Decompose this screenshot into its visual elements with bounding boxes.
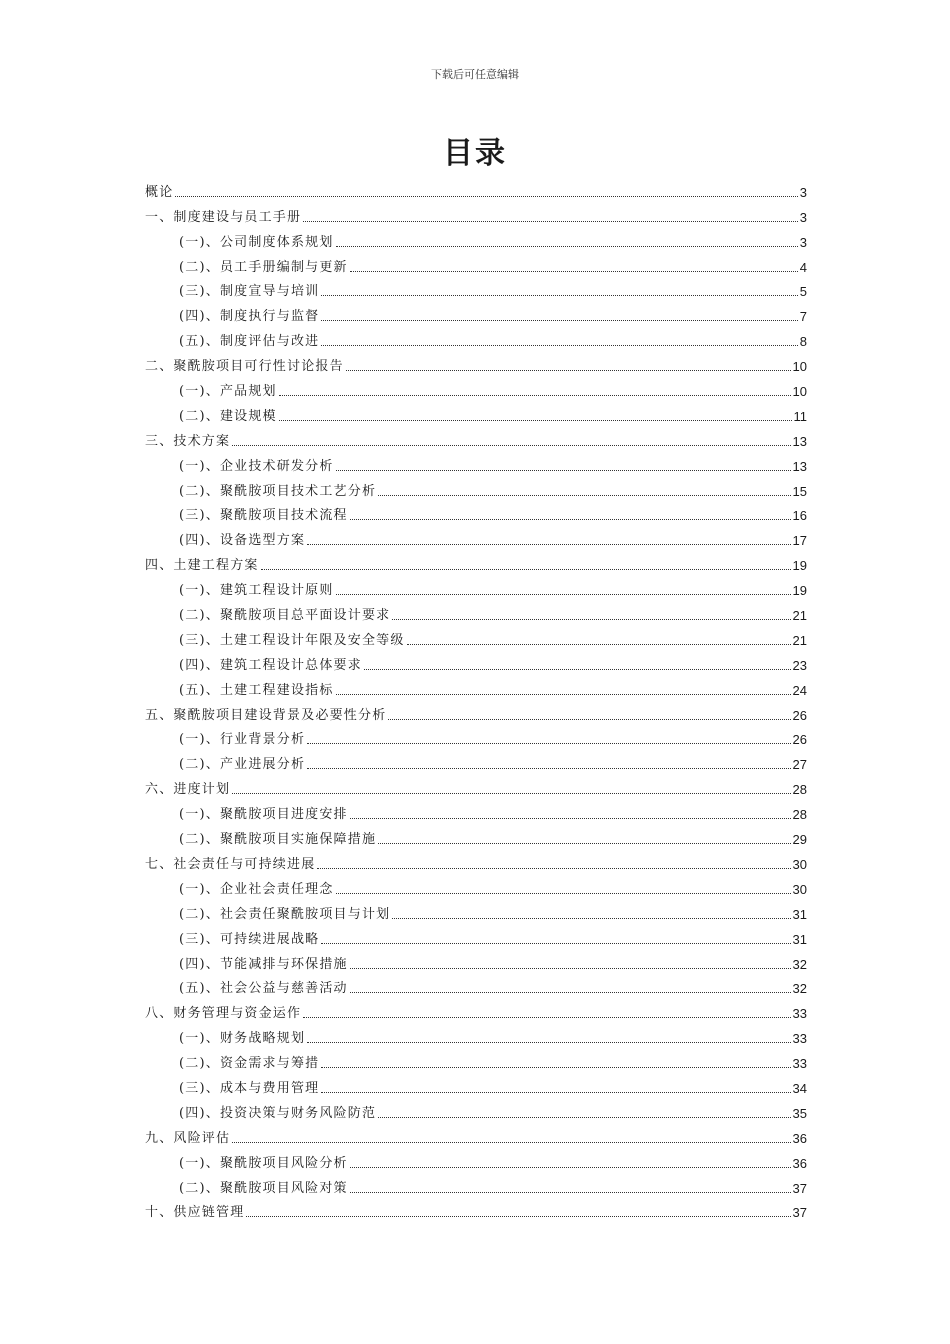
toc-entry-label: (三)、土建工程设计年限及安全等级 xyxy=(179,632,405,648)
toc-entry-page: 15 xyxy=(792,483,807,499)
toc-entry-label: (三)、聚酰胺项目技术流程 xyxy=(179,508,348,524)
toc-entry-page: 37 xyxy=(792,1180,807,1196)
toc-entry[interactable] xyxy=(145,773,807,798)
toc-leader-dots xyxy=(350,1191,791,1193)
toc-entry[interactable] xyxy=(145,1147,807,1172)
toc-entry-page: 36 xyxy=(792,1130,807,1146)
toc-entry-page: 28 xyxy=(792,807,807,823)
toc-entry-page: 30 xyxy=(792,856,807,872)
toc-entry-label: (二)、建设规模 xyxy=(179,408,277,424)
toc-entry[interactable] xyxy=(145,425,807,450)
toc-leader-dots xyxy=(350,817,791,819)
toc-entry-label: (一)、聚酰胺项目进度安排 xyxy=(179,807,348,823)
toc-leader-dots xyxy=(232,444,790,446)
toc-leader-dots xyxy=(175,195,797,197)
toc-leader-dots xyxy=(350,518,791,520)
toc-entry[interactable] xyxy=(145,948,807,973)
toc-entry-label: (四)、节能减排与环保措施 xyxy=(179,956,348,972)
toc-entry-label: 九、风险评估 xyxy=(145,1130,231,1146)
toc-entry-label: (五)、制度评估与改进 xyxy=(179,334,320,350)
page-header: 下载后可任意编辑 xyxy=(431,68,519,81)
toc-entry-label: (三)、成本与费用管理 xyxy=(179,1080,320,1096)
toc-leader-dots xyxy=(303,220,798,222)
toc-entry-label: (一)、企业技术研发分析 xyxy=(179,458,334,474)
toc-entry-page: 33 xyxy=(792,1031,807,1047)
toc-entry[interactable] xyxy=(145,226,807,251)
toc-entry-label: (一)、聚酰胺项目风险分析 xyxy=(179,1155,348,1171)
toc-leader-dots xyxy=(303,1016,790,1018)
toc-entry-page: 3 xyxy=(799,234,807,250)
toc-entry[interactable] xyxy=(145,1072,807,1097)
toc-entry-label: (二)、员工手册编制与更新 xyxy=(179,259,348,275)
toc-entry-label: 八、财务管理与资金运作 xyxy=(145,1006,302,1022)
toc-entry-page: 3 xyxy=(799,184,807,200)
toc-entry-label: (五)、社会公益与慈善活动 xyxy=(179,981,348,997)
toc-entry-page: 24 xyxy=(792,682,807,698)
toc-entry-page: 5 xyxy=(799,284,807,300)
toc-entry-page: 34 xyxy=(792,1080,807,1096)
toc-entry[interactable] xyxy=(145,400,807,425)
toc-entry-label: 概论 xyxy=(145,184,174,200)
toc-leader-dots xyxy=(321,294,797,296)
toc-leader-dots xyxy=(321,1066,790,1068)
toc-entry-page: 26 xyxy=(792,707,807,723)
toc-entry-page: 11 xyxy=(793,408,807,424)
toc-entry-label: 六、进度计划 xyxy=(145,782,231,798)
toc-leader-dots xyxy=(321,319,797,321)
toc-entry[interactable] xyxy=(145,524,807,549)
toc-leader-dots xyxy=(246,1215,790,1217)
toc-entry-page: 16 xyxy=(792,508,807,524)
toc-leader-dots xyxy=(232,792,790,794)
toc-entry-page: 21 xyxy=(792,608,807,624)
toc-entry[interactable] xyxy=(145,325,807,350)
toc-leader-dots xyxy=(392,618,790,620)
toc-leader-dots xyxy=(407,643,791,645)
toc-entry[interactable] xyxy=(145,699,807,724)
toc-entry-label: (二)、聚酰胺项目总平面设计要求 xyxy=(179,608,391,624)
toc-entry-label: (二)、资金需求与筹措 xyxy=(179,1056,320,1072)
toc-leader-dots xyxy=(346,369,791,371)
toc-entry-label: 五、聚酰胺项目建设背景及必要性分析 xyxy=(145,707,387,723)
toc-entry[interactable] xyxy=(145,997,807,1022)
toc-entry-label: (四)、设备选型方案 xyxy=(179,533,306,549)
toc-entry-page: 33 xyxy=(792,1006,807,1022)
toc-entry[interactable] xyxy=(145,624,807,649)
toc-leader-dots xyxy=(321,344,797,346)
toc-entry-page: 7 xyxy=(799,309,807,325)
toc-entry-label: (四)、建筑工程设计总体要求 xyxy=(179,657,362,673)
toc-entry-page: 23 xyxy=(792,657,807,673)
toc-entry-page: 32 xyxy=(792,981,807,997)
toc-leader-dots xyxy=(279,394,791,396)
toc-entry-label: 二、聚酰胺项目可行性讨论报告 xyxy=(145,359,344,375)
toc-entry-page: 17 xyxy=(792,533,807,549)
toc-entry[interactable] xyxy=(145,176,807,201)
toc-leader-dots xyxy=(350,967,791,969)
toc-leader-dots xyxy=(321,1091,790,1093)
toc-entry[interactable] xyxy=(145,873,807,898)
toc-entry[interactable] xyxy=(145,574,807,599)
toc-entry[interactable] xyxy=(145,450,807,475)
toc-entry-page: 19 xyxy=(792,583,807,599)
toc-entry-page: 36 xyxy=(792,1155,807,1171)
toc-leader-dots xyxy=(350,1166,791,1168)
toc-entry[interactable] xyxy=(145,1097,807,1122)
toc-entry-label: (三)、可持续进展战略 xyxy=(179,931,320,947)
toc-leader-dots xyxy=(350,991,791,993)
toc-entry[interactable] xyxy=(145,674,807,699)
toc-entry[interactable] xyxy=(145,823,807,848)
toc-entry-page: 30 xyxy=(792,881,807,897)
toc-entry-label: 四、土建工程方案 xyxy=(145,558,259,574)
toc-leader-dots xyxy=(336,593,791,595)
toc-entry-label: (一)、公司制度体系规划 xyxy=(179,234,334,250)
toc-leader-dots xyxy=(307,1041,790,1043)
toc-entry-label: (二)、聚酰胺项目风险对策 xyxy=(179,1180,348,1196)
toc-entry[interactable] xyxy=(145,201,807,226)
toc-entry[interactable] xyxy=(145,649,807,674)
toc-entry-page: 33 xyxy=(792,1056,807,1072)
toc-leader-dots xyxy=(321,942,790,944)
toc-entry[interactable] xyxy=(145,375,807,400)
toc-entry-page: 31 xyxy=(792,906,807,922)
toc-leader-dots xyxy=(378,1116,790,1118)
toc-entry-page: 31 xyxy=(792,931,807,947)
toc-leader-dots xyxy=(232,1141,790,1143)
toc-entry[interactable] xyxy=(145,599,807,624)
toc-entry-page: 35 xyxy=(792,1105,807,1121)
toc-entry-page: 13 xyxy=(792,458,807,474)
toc-entry[interactable] xyxy=(145,251,807,276)
toc-entry-page: 26 xyxy=(792,732,807,748)
toc-entry-label: (五)、土建工程建设指标 xyxy=(179,682,334,698)
toc-entry[interactable] xyxy=(145,350,807,375)
toc-leader-dots xyxy=(392,917,790,919)
toc-entry-page: 21 xyxy=(792,632,807,648)
toc-entry-label: (二)、社会责任聚酰胺项目与计划 xyxy=(179,906,391,922)
toc-leader-dots xyxy=(317,867,790,869)
toc-entry-label: (一)、行业背景分析 xyxy=(179,732,306,748)
toc-entry-page: 13 xyxy=(792,433,807,449)
table-of-contents xyxy=(145,176,807,1221)
toc-entry-page: 37 xyxy=(792,1205,807,1221)
toc-entry[interactable] xyxy=(145,923,807,948)
toc-leader-dots xyxy=(350,270,798,272)
toc-entry[interactable] xyxy=(145,724,807,749)
toc-entry[interactable] xyxy=(145,798,807,823)
toc-entry[interactable] xyxy=(145,1172,807,1197)
toc-entry-page: 10 xyxy=(792,359,807,375)
toc-leader-dots xyxy=(378,842,790,844)
toc-entry[interactable] xyxy=(145,748,807,773)
toc-entry-label: (四)、制度执行与监督 xyxy=(179,309,320,325)
toc-entry[interactable] xyxy=(145,973,807,998)
toc-entry[interactable] xyxy=(145,300,807,325)
toc-entry-label: (二)、聚酰胺项目实施保障措施 xyxy=(179,832,377,848)
toc-leader-dots xyxy=(307,742,790,744)
toc-entry-label: (二)、产业进展分析 xyxy=(179,757,306,773)
toc-leader-dots xyxy=(336,892,791,894)
toc-entry-label: (三)、制度宣导与培训 xyxy=(179,284,320,300)
toc-entry-label: 三、技术方案 xyxy=(145,433,231,449)
toc-entry[interactable] xyxy=(145,1047,807,1072)
toc-entry-label: (一)、企业社会责任理念 xyxy=(179,881,334,897)
toc-entry-page: 28 xyxy=(792,782,807,798)
toc-entry-label: (四)、投资决策与财务风险防范 xyxy=(179,1105,377,1121)
toc-entry-label: (二)、聚酰胺项目技术工艺分析 xyxy=(179,483,377,499)
toc-entry[interactable] xyxy=(145,848,807,873)
toc-entry-page: 29 xyxy=(792,832,807,848)
toc-entry-label: (一)、产品规划 xyxy=(179,384,277,400)
toc-leader-dots xyxy=(279,419,792,421)
toc-entry-label: (一)、建筑工程设计原则 xyxy=(179,583,334,599)
toc-entry-page: 32 xyxy=(792,956,807,972)
toc-leader-dots xyxy=(261,568,791,570)
toc-leader-dots xyxy=(378,494,790,496)
toc-leader-dots xyxy=(336,469,791,471)
toc-entry[interactable] xyxy=(145,898,807,923)
toc-entry-page: 19 xyxy=(792,558,807,574)
toc-leader-dots xyxy=(364,668,791,670)
toc-entry[interactable] xyxy=(145,475,807,500)
toc-entry-label: (一)、财务战略规划 xyxy=(179,1031,306,1047)
toc-entry-label: 十、供应链管理 xyxy=(145,1205,245,1221)
toc-entry-page: 3 xyxy=(799,209,807,225)
toc-entry-page: 8 xyxy=(799,334,807,350)
toc-entry[interactable] xyxy=(145,1022,807,1047)
toc-entry-label: 七、社会责任与可持续进展 xyxy=(145,856,316,872)
toc-leader-dots xyxy=(336,693,791,695)
toc-entry-page: 27 xyxy=(792,757,807,773)
toc-leader-dots xyxy=(307,543,790,545)
toc-entry[interactable] xyxy=(145,1197,807,1222)
toc-entry-page: 4 xyxy=(799,259,807,275)
toc-entry[interactable] xyxy=(145,276,807,301)
toc-entry[interactable] xyxy=(145,549,807,574)
toc-leader-dots xyxy=(307,767,790,769)
toc-leader-dots xyxy=(388,718,790,720)
page-title: 目录 xyxy=(443,136,507,171)
toc-leader-dots xyxy=(336,245,798,247)
toc-entry-label: 一、制度建设与员工手册 xyxy=(145,209,302,225)
toc-entry[interactable] xyxy=(145,500,807,525)
toc-entry-page: 10 xyxy=(792,384,807,400)
toc-entry[interactable] xyxy=(145,1122,807,1147)
